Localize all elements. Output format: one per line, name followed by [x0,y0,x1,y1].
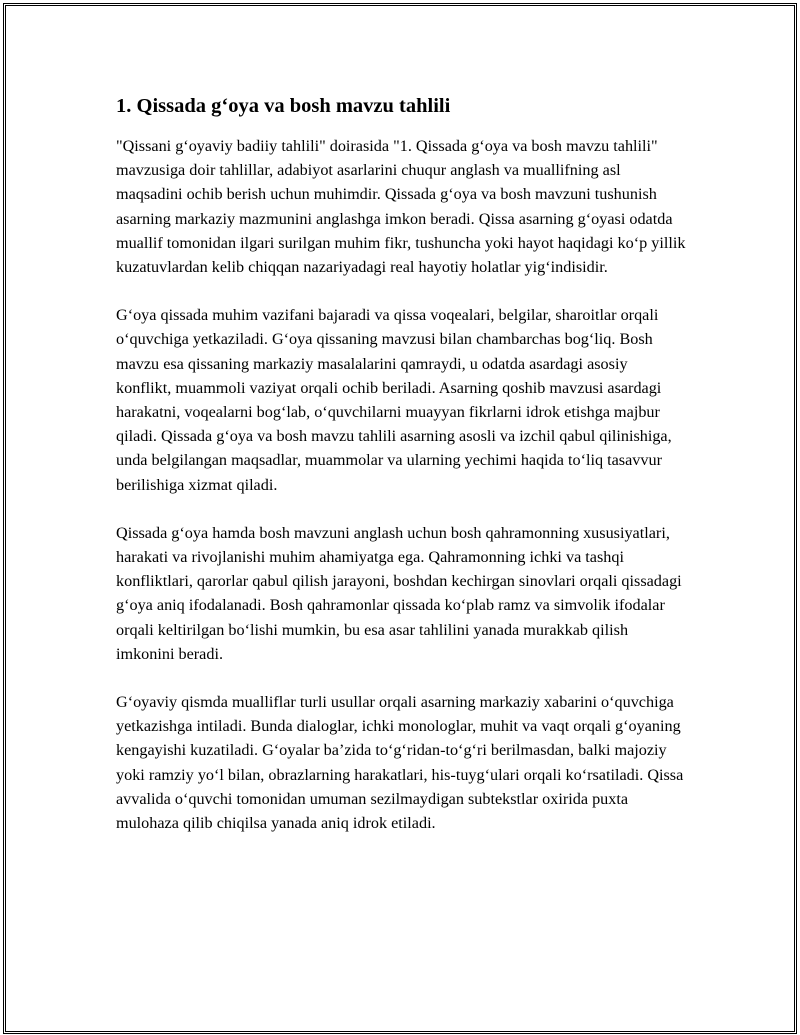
document-body [116,92,686,859]
paragraph-3: Qissada g‘oya hamda bosh mavzuni anglash uchun bosh qahramonning xususiyatlari, harakati va rivojlanishi muhim ahamiyatga ega. Qahramonning ichki va tashqi konfliktlari, qarorlar qabul qilish jarayoni, boshdan kechirgan sinovlari orqali qissadagi g‘oya aniq ifodalanadi. Bosh qahramonlar qissada ko‘plab ramz va simvolik ifodalar orqali keltirilgan bo‘lishi mumkin, bu esa asar tahlilini yanada murakkab qilish imkonini beradi. [116,523,682,663]
section-heading: 1. Qissada g‘oya va bosh mavzu tahlili [116,95,451,117]
paragraph-4: G‘oyaviy qismda mualliflar turli usullar orqali asarning markaziy xabarini o‘quvchiga yetkazishga intiladi. Bunda dialoglar, ichki monologlar, muhit va vaqt orqali g‘oyaning kengayishi kuzatiladi. G‘oyalar ba’zida to‘g‘ridan-to‘g‘ri berilmasdan, balki majoziy yoki ramziy yo‘l bilan, obrazlarning harakatlari, his-tuyg‘ulari orqali ko‘rsatiladi. Qissa avvalida o‘quvchi tomonidan umuman sezilmaydigan subtekstlar oxirida puxta mulohaza qilib chiqilsa yanada aniq idrok etiladi. [116,693,684,833]
paragraph-2: G‘oya qissada muhim vazifani bajaradi va qissa voqealari, belgilar, sharoitlar orqali o‘quvchiga yetkaziladi. G‘oya qissaning mavzusi bilan chambarchas bog‘liq. Bosh mavzu esa qissaning markaziy masalalarini qamraydi, u odatda asardagi asosiy konflikt, muammoli vaziyat orqali ochib beriladi. Asarning qoshib mavzusi asardagi harakatni, voqealarni bog‘lab, o‘quvchilarni muayyan fikrlarni idrok etishga majbur qiladi. Qissada g‘oya va bosh mavzu tahlili asarning asosli va izchil qabul qilinishiga, unda belgilangan maqsadlar, muammolar va ularning yechimi haqida to‘liq tasavvur berilishiga xizmat qiladi. [116,306,672,494]
paragraph-1: "Qissani g‘oyaviy badiiy tahlili" doirasida "1. Qissada g‘oya va bosh mavzu tahlili" mavzusiga doir tahlillar, adabiyot asarlarini chuqur anglash va muallifning asl maqsadini ochib berish uchun muhimdir. Qissada g‘oya va bosh mavzuni tushunish asarning markaziy mazmunini anglashga imkon beradi. Qissa asarning g‘oyasi odatda muallif tomonidan ilgari surilgan muhim fikr, tushuncha yoki hayot haqidagi ko‘p yillik kuzatuvlardan kelib chiqqan nazariyadagi real hayotiy holatlar yig‘indisidir. [116,137,686,277]
